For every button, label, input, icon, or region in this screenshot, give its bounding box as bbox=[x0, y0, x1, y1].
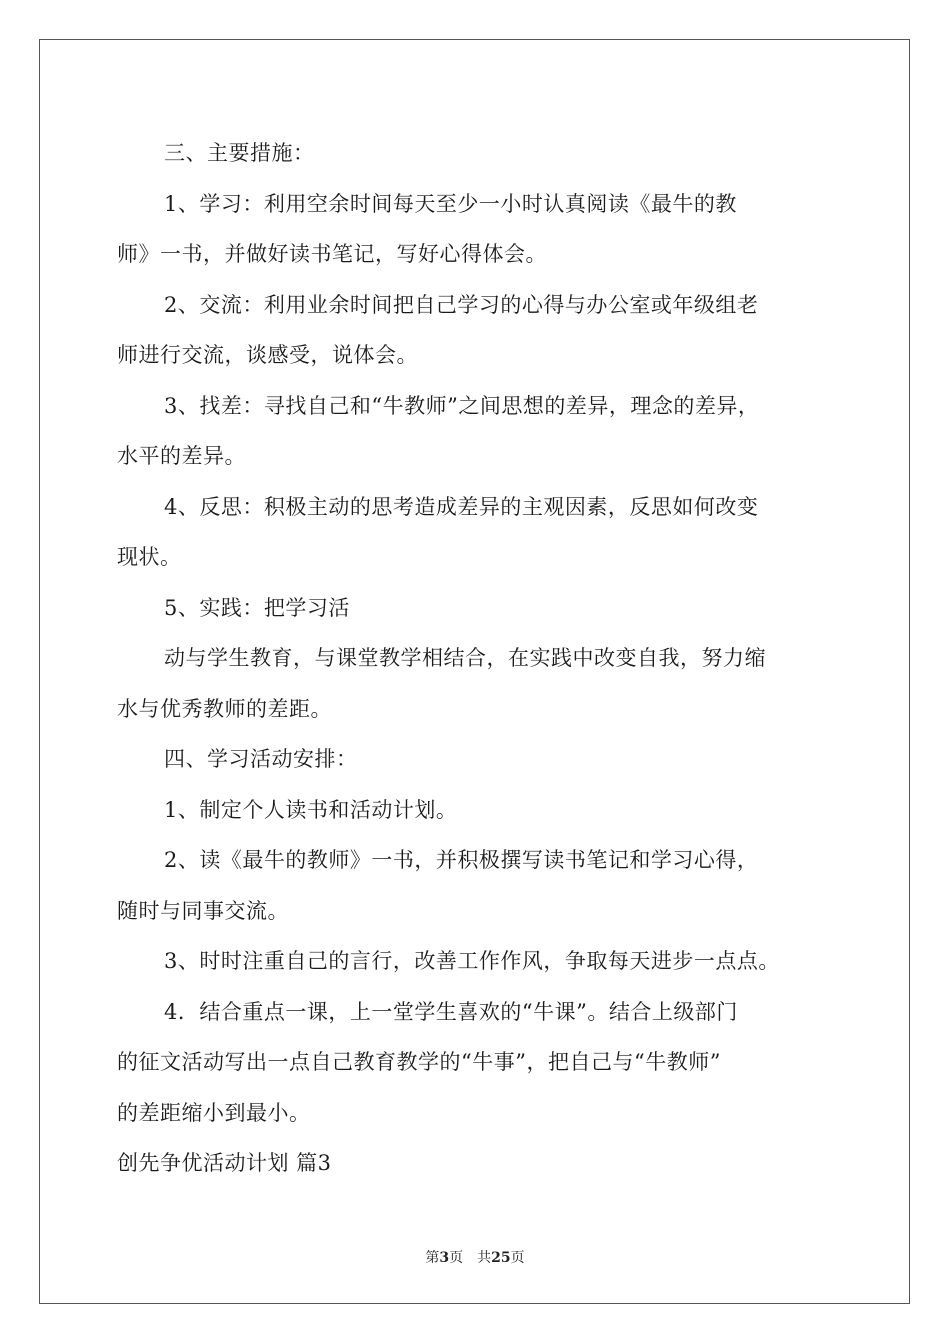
paragraph-line: 动与学生教育，与课堂教学相结合，在实践中改变自我，努力缩 bbox=[164, 646, 766, 670]
paragraph-line: 2、读《最牛的教师》一书，并积极撰写读书笔记和学习心得， bbox=[164, 848, 759, 872]
page-footer bbox=[0, 1247, 950, 1267]
paragraph-line: 随时与同事交流。 bbox=[117, 898, 289, 923]
paragraph-line: 2、交流：利用业余时间把自己学习的心得与办公室或年级组老 bbox=[164, 292, 759, 317]
total-suffix: 页 bbox=[510, 1250, 525, 1266]
paragraph-line: 现状。 bbox=[117, 545, 182, 569]
page-prefix: 第 bbox=[425, 1250, 440, 1266]
paragraph-line: 的差距缩小到最小。 bbox=[117, 1100, 311, 1125]
paragraph-line: 1、制定个人读书和活动计划。 bbox=[164, 797, 458, 822]
paragraph-line: 1、学习：利用空余时间每天至少一小时认真阅读《最牛的教 bbox=[164, 191, 737, 216]
page-number: 3 bbox=[439, 1250, 450, 1266]
paragraph-line: 水与优秀教师的差距。 bbox=[117, 696, 332, 721]
paragraph-line: 5、实践：把学习活 bbox=[164, 595, 350, 620]
paragraph-line: 4．结合重点一课，上一堂学生喜欢的“牛课”。结合上级部门 bbox=[164, 999, 738, 1024]
section-heading-activities: 四、学习活动安排： bbox=[164, 747, 358, 771]
paragraph-line: 师》一书，并做好读书笔记，写好心得体会。 bbox=[117, 242, 547, 266]
total-pages: 25 bbox=[491, 1250, 511, 1266]
document-body bbox=[117, 128, 837, 1189]
page-suffix: 页 bbox=[449, 1250, 464, 1266]
paragraph-line: 3、时时注重自己的言行，改善工作作风，争取每天进步一点点。 bbox=[164, 949, 780, 973]
total-prefix: 共 bbox=[477, 1250, 492, 1266]
paragraph-line: 3、找差：寻找自己和“牛教师”之间思想的差异，理念的差异， bbox=[164, 393, 760, 418]
paragraph-line: 水平的差异。 bbox=[117, 444, 246, 468]
paragraph-line: 师进行交流，谈感受，说体会。 bbox=[117, 343, 418, 367]
paragraph-line: 的征文活动写出一点自己教育教学的“牛事”，把自己与“牛教师” bbox=[117, 1050, 721, 1074]
article-title: 创先争优活动计划 篇3 bbox=[117, 1151, 332, 1175]
section-heading-measures: 三、主要措施： bbox=[164, 141, 315, 165]
paragraph-line: 4、反思：积极主动的思考造成差异的主观因素，反思如何改变 bbox=[164, 494, 759, 519]
